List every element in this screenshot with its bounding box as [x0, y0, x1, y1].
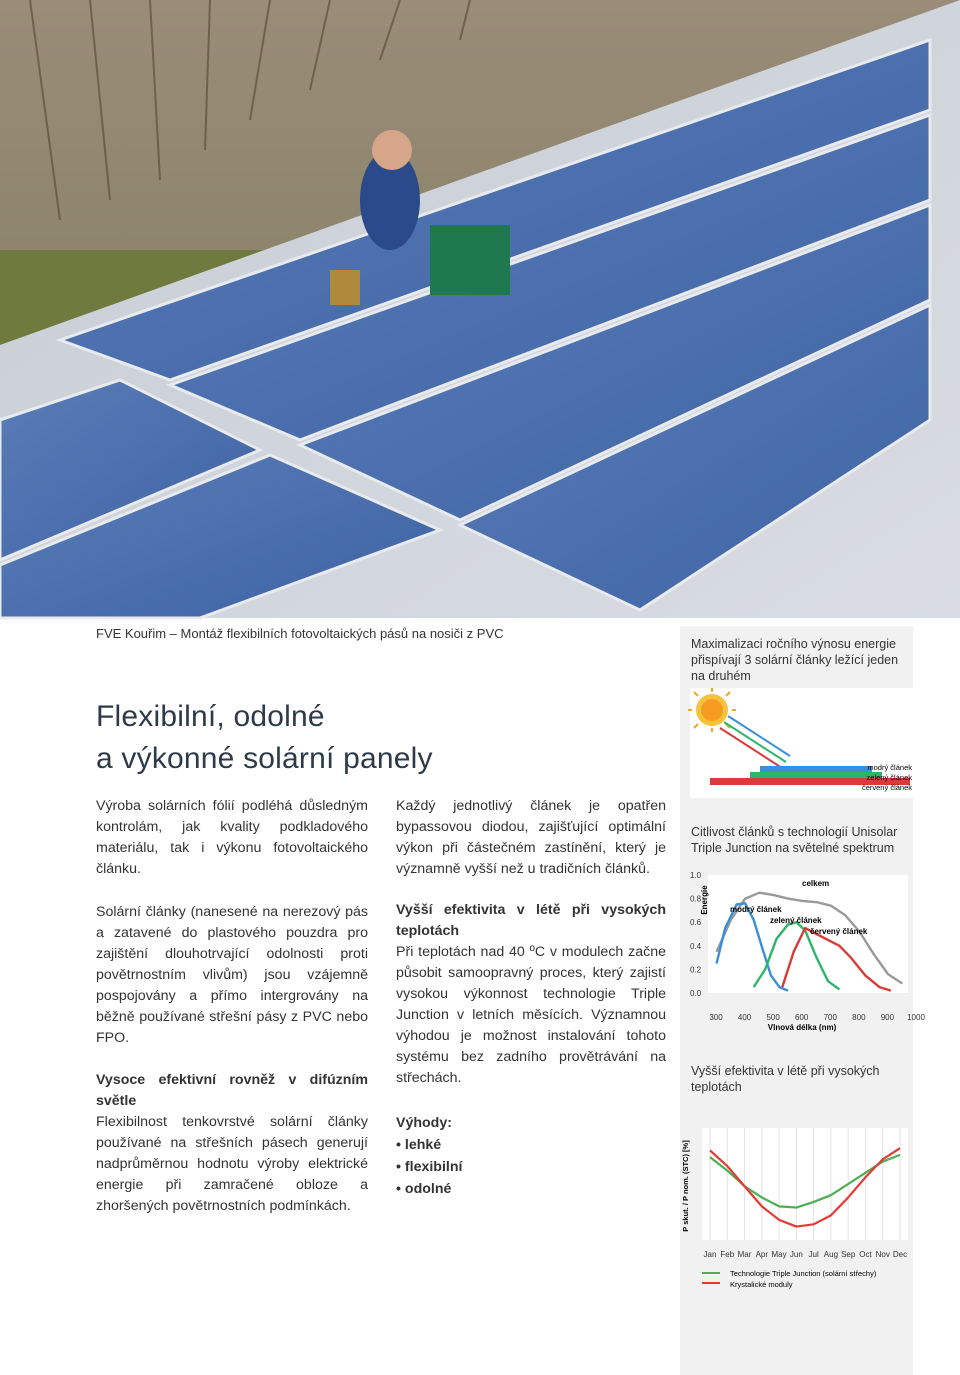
advantages-title: Výhody:	[396, 1115, 452, 1131]
chart2-xtick: May	[771, 1250, 787, 1259]
chart2-xtick: Aug	[823, 1250, 839, 1259]
chart1-xtick: 800	[852, 1013, 866, 1022]
legend-triple: Technologie Triple Junction (solární střechy)	[730, 1269, 877, 1278]
chart2-xtick: Feb	[720, 1250, 735, 1259]
advantage-item: • flexibilní	[396, 1159, 463, 1175]
legend-celkem: celkem	[802, 879, 830, 888]
legend-zeleny: zelený článek	[770, 916, 822, 925]
sidebar-text-2: Citlivost článků s technologií Unisolar Triple Junction na světelné spektrum	[691, 825, 898, 855]
chart2-xtick: Mar	[737, 1250, 752, 1259]
col1-paragraph-1: Výroba solárních fólií podléhá důsledným kontrolám, jak kvality podkladového materiálu, tak i výkonu fotovoltaického článku.	[96, 798, 368, 877]
advantages-list	[396, 1112, 666, 1200]
chart1-xtick: 900	[880, 1013, 895, 1022]
sidebar-text-3: Vyšší efektivita v létě při vysokých teplotách	[691, 1064, 880, 1094]
col1-paragraph-3: Flexibilnost tenkovrstvé solární články používané na střešních pásech generují nadprůměrnou hodnotu výroby elektrické energie při zamračené obloze a zhoršených povětrnostních podmínkách.	[96, 1114, 368, 1214]
advantage-item: • odolné	[396, 1181, 452, 1197]
seasonal-performance-chart	[680, 1120, 913, 1300]
triple-junction-illustration	[690, 688, 914, 798]
legend-cerveny: červený článek	[810, 927, 868, 936]
cell-label-blue: modrý článek	[867, 763, 912, 772]
col2-paragraph-1: Každý jednotlivý článek je opatřen bypassovou diodou, zajišťující optimální výkon při částečném zastínění, který je významně vyšší než u tradičních článků.	[396, 798, 666, 877]
chart1-ytick: 0.2	[690, 965, 702, 975]
chart2-xtick: Dec	[892, 1250, 908, 1259]
chart2-xtick: Sep	[841, 1250, 856, 1259]
chart2-ylabel: P skut. / P nom. (STC) [%]	[681, 1140, 690, 1232]
plot-area	[708, 875, 908, 993]
chart1-ytick: 1.0	[690, 871, 702, 880]
page-title-line2: a výkonné solární panely	[96, 742, 433, 775]
chart1-xtick: 300	[709, 1013, 723, 1022]
chart1-xtick: 1000	[907, 1013, 925, 1022]
col2-paragraph-2: Při teplotách nad 40 ºC v modulech začne působit samoopravný proces, který zajistí vysokou výkonnost technologie Triple Junction v letních měsících. Významnou výhodou je možnost instalování tohoto systému bez zadního provětrávání na střechách.	[396, 944, 666, 1086]
chart1-xtick: 400	[737, 1013, 752, 1022]
cell-label-red: červený článek	[861, 783, 912, 792]
col1-heading: Vysoce efektivní rovněž v difúzním světle	[96, 1072, 368, 1109]
chart1-xtick: 500	[766, 1013, 780, 1022]
chart1-ytick: 0.8	[690, 894, 702, 904]
chart1-xlabel: Vlnová délka (nm)	[767, 1023, 837, 1032]
green-cell-layer	[750, 772, 882, 778]
chart1-ytick: 0.0	[690, 989, 702, 998]
photo-caption: FVE Kouřim – Montáž flexibilních fotovoltaických pásů na nosiči z PVC	[96, 626, 504, 641]
chart1-xtick: 700	[823, 1013, 837, 1022]
legend-modry: modrý článek	[730, 905, 782, 914]
col2-heading: Vyšší efektivita v létě při vysokých teplotách	[396, 902, 666, 939]
advantage-item: • lehké	[396, 1137, 442, 1153]
chart2-xtick: Nov	[875, 1250, 890, 1259]
chart1-ytick: 0.6	[690, 918, 702, 928]
col1-paragraph-2: Solární články (nanesené na nerezový pás a zatavené do plastového pouzdra pro zajištění dlouhotrvající odolnosti proti povětrnostním vlivům) jsou vzájemně pospojovány a přímo intergrovány na běžně používané střešní pásy z PVC nebo FPO.	[96, 904, 368, 1046]
chart2-xtick: Jul	[808, 1250, 819, 1259]
chart2-xtick: Jun	[789, 1250, 803, 1259]
chart1-ytick: 0.4	[690, 941, 702, 951]
chart1-xtick: 600	[795, 1013, 809, 1022]
solar-roof-photo	[0, 0, 960, 618]
chart2-xtick: Jan	[703, 1250, 717, 1259]
chart2-xtick: Apr	[755, 1250, 769, 1259]
sidebar-text-1: Maximalizaci ročního výnosu energie přispívají 3 solární články ležící jeden na druhém	[691, 637, 899, 683]
chart2-xtick: Oct	[859, 1250, 872, 1259]
chart1-ylabel: Energie	[700, 885, 709, 915]
cell-label-green: zelený článek	[866, 773, 912, 782]
plot-area	[702, 1128, 908, 1240]
page-title-line1: Flexibilní, odolné	[96, 700, 325, 733]
spectral-sensitivity-chart	[680, 870, 925, 1040]
blue-cell-layer	[760, 766, 872, 772]
legend-crystal: Krystalické moduly	[730, 1280, 793, 1289]
